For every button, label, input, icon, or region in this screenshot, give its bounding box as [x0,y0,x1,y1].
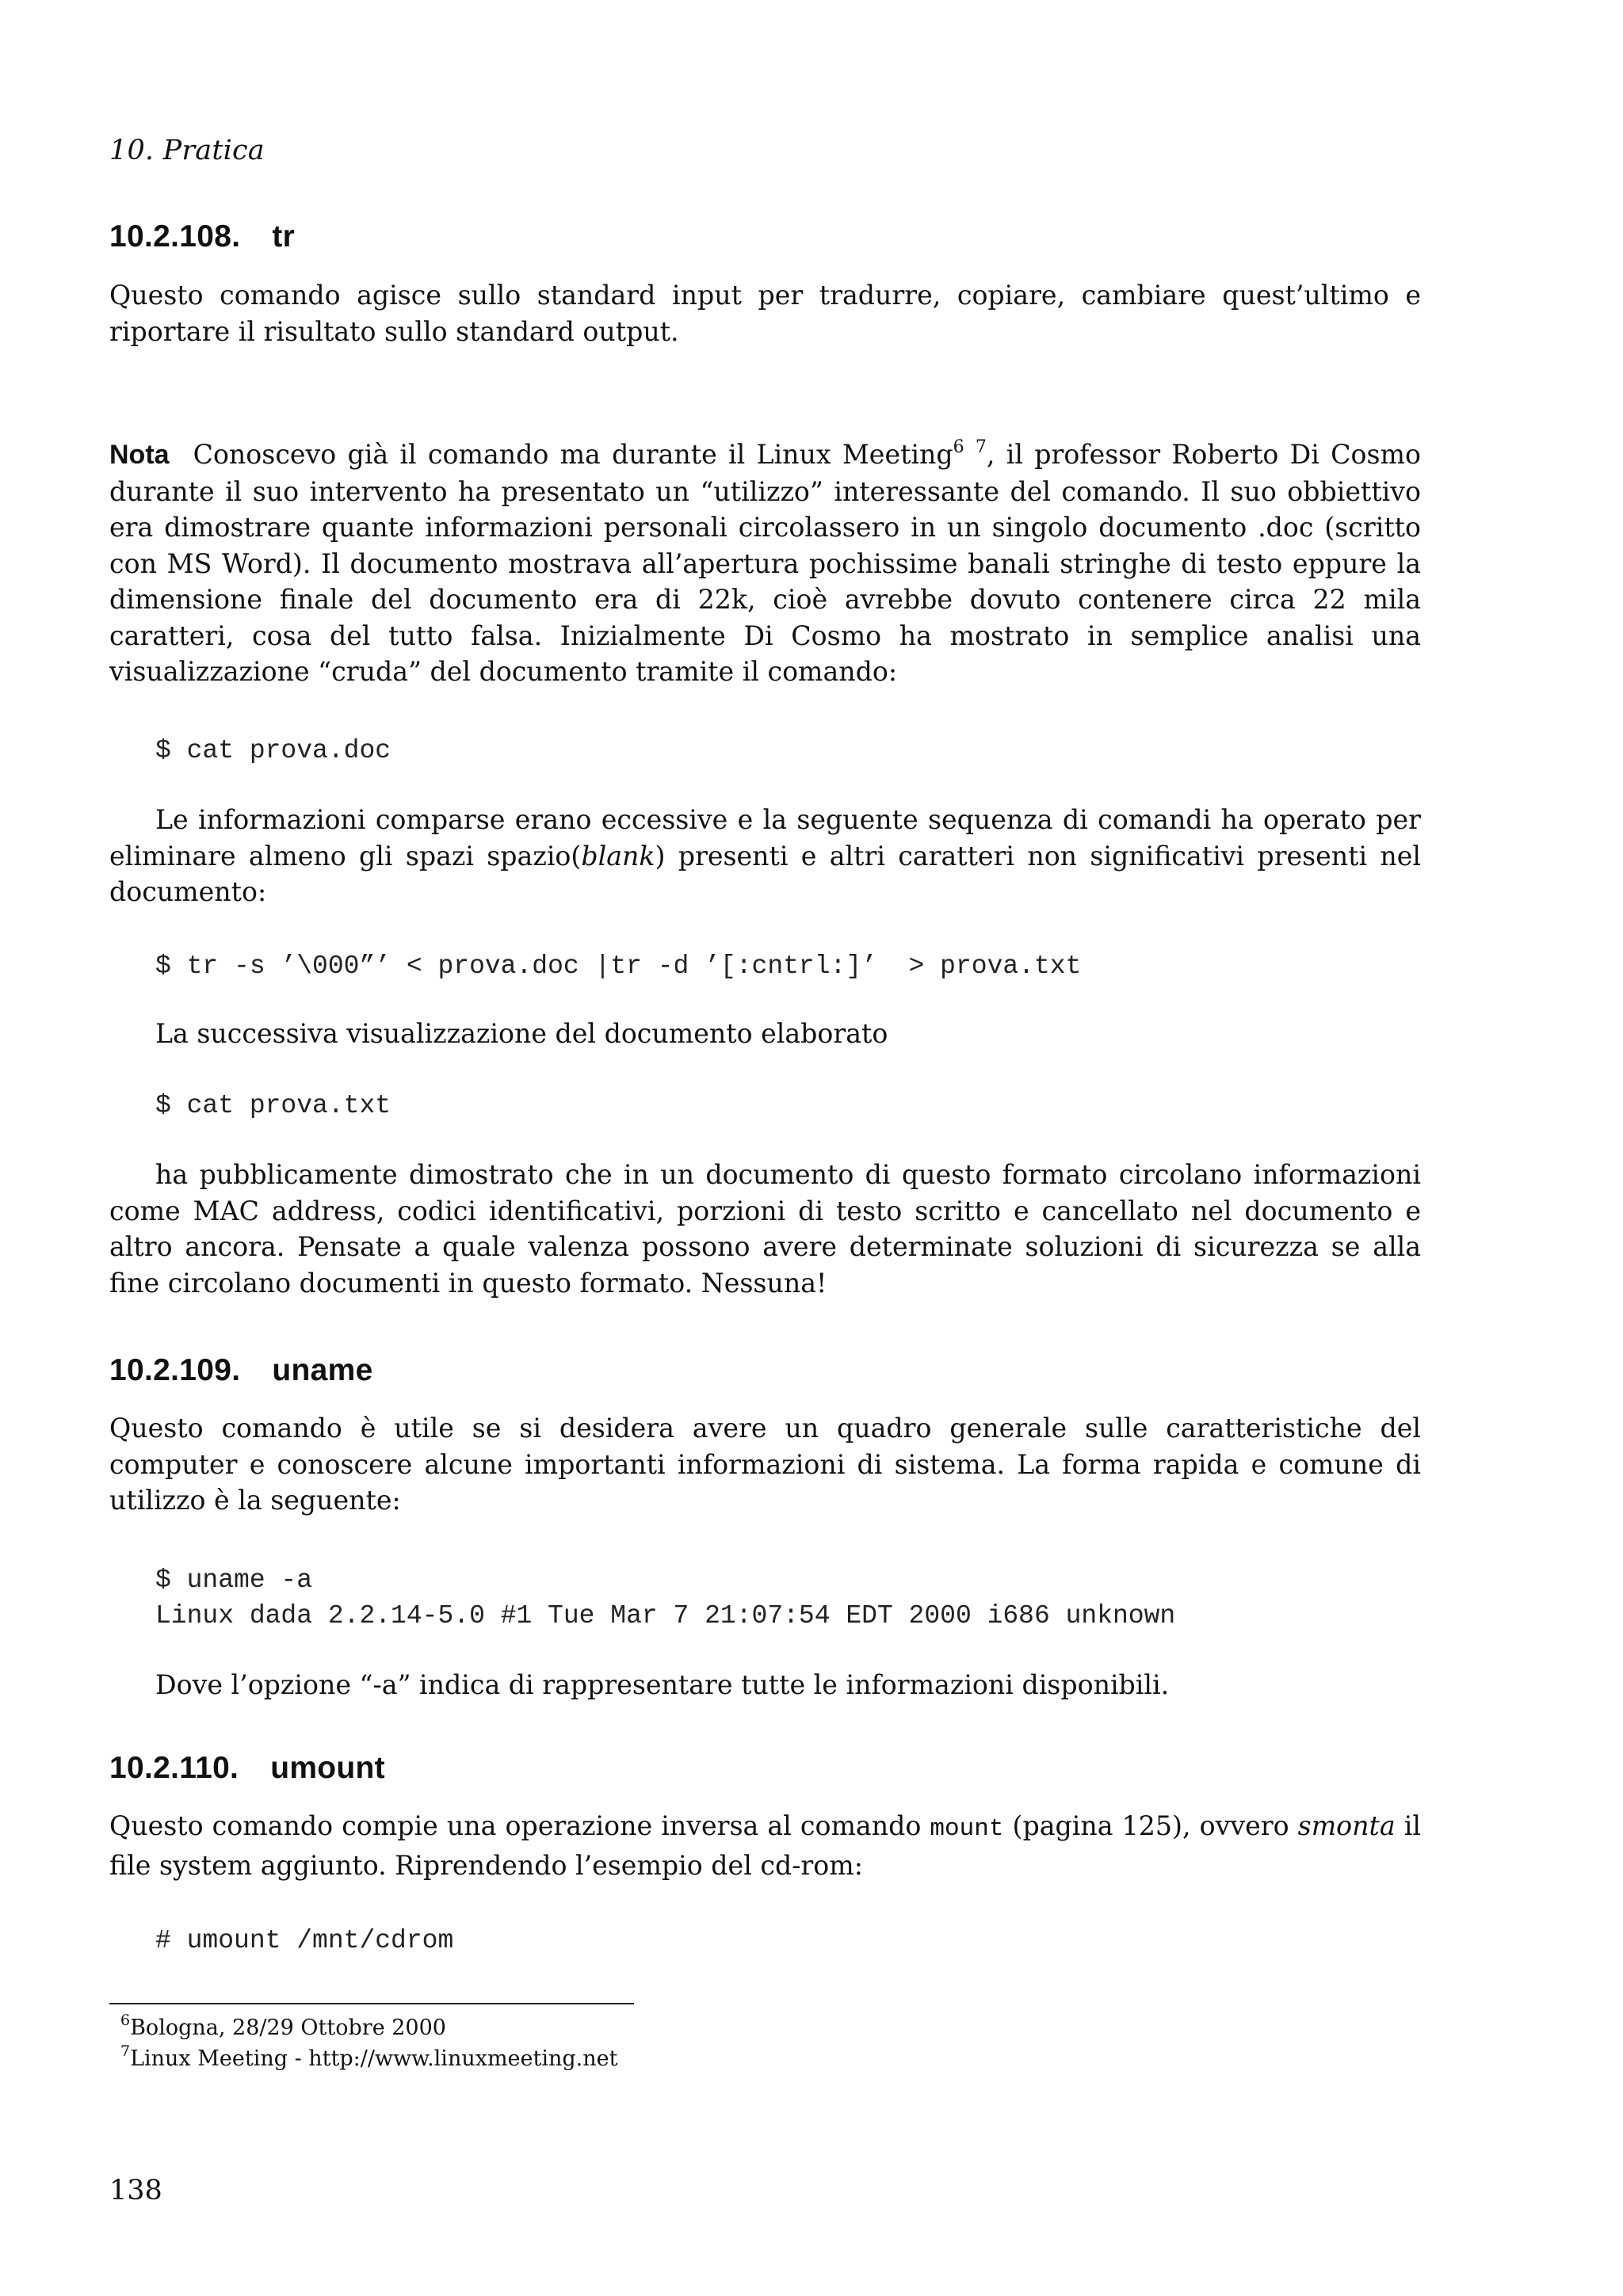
section-heading-umount [109,1753,1421,1783]
footnote-divider [109,2003,634,2004]
footnote-item [109,2012,1421,2043]
document-page [109,0,1421,2296]
section-title: umount [270,1751,385,1785]
section-title: tr [272,219,296,254]
section-intro: Questo comando agisce sullo standard input per tradurre, copiare, cambiare quest’ultimo e riportare il risultato sullo standard output. [109,280,1421,347]
emphasis: blank [581,840,655,871]
text-span: il file system aggiunto. Riprendendo l’esempio del cd-rom: [109,1810,1421,1881]
section-number: 10.2.108. [109,219,241,254]
section-title: uname [272,1353,373,1387]
code-line: # umount /mnt/cdrom [155,1926,454,1955]
page-number: 138 [109,2175,162,2206]
section-number: 10.2.110. [109,1751,239,1785]
footnote-text: Bologna, 28/29 Ottobre 2000 [130,2016,446,2040]
section-heading-tr [109,221,1421,252]
text-span: Questo comando compie una operazione inversa al comando [109,1810,930,1841]
note-paragraph [109,437,1421,690]
section-number: 10.2.109. [109,1353,241,1387]
body-paragraph: La successiva visualizzazione del documento elaborato [155,1018,888,1049]
running-header: 10. Pratica [109,135,265,166]
code-line: $ cat prova.doc [155,736,391,765]
note-text-start: Conoscevo già il comando ma durante il Linux Meeting [193,439,953,470]
body-paragraph: ha pubblicamente dimostrato che in un documento di questo formato circolano informazioni come MAC address, codici identificativi, porzioni di testo scritto e cancellato nel documento e altro ancora. Pensate a quale valenza possono avere determinate soluzioni di sicurezza se alla fine circolano documenti in questo formato. Nessuna! [109,1159,1421,1299]
note-label: Nota [109,440,170,470]
inline-code: mount [930,1815,1004,1843]
text-span: (pagina 125), ovvero [1003,1810,1298,1841]
text-span: Le informazioni comparse erano eccessive e la seguente sequenza di comandi ha operato per eliminare almeno gli spazi spazio( [109,804,1421,871]
section-intro: Questo comando è utile se si desidera avere un quadro generale sulle caratteristiche del computer e conoscere alcune importanti informazioni di sistema. La forma rapida e comune di utilizzo è la seguente: [109,1413,1421,1516]
footnote-ref[interactable]: 7 [975,437,987,457]
footnote-mark: 6 [120,2012,131,2029]
code-output: Linux dada 2.2.14-5.0 #1 Tue Mar 7 21:07:54 EDT 2000 i686 unknown [155,1601,1176,1630]
section-intro [109,1808,1421,1883]
footnote-ref[interactable]: 6 [953,437,964,457]
body-paragraph [109,802,1421,910]
footnotes [109,2012,1421,2074]
footnote-item [109,2043,1421,2074]
code-line: $ tr -s ’\000”’ < prova.doc |tr -d ’[:cntrl:]’ > prova.txt [155,952,1082,981]
text-span: ) presenti e altri caratteri non significativi presenti nel documento: [109,840,1421,907]
note-text-rest: , il professor Roberto Di Cosmo durante il suo intervento ha presentato un “utilizzo” interessante del comando. Il suo obbiettivo era dimostrare quante informazioni personali circolassero in un singolo documento .doc (scritto con MS Word). Il documento mostrava all’apertura pochissime banali stringhe di testo eppure la dimensione finale del documento era di 22k, cioè avrebbe dovuto contenere circa 22 mila caratteri, cosa del tutto falsa. Inizialmente Di Cosmo ha mostrato in semplice analisi una visualizzazione “cruda” del documento tramite il comando: [109,439,1421,687]
footnote-text: Linux Meeting - http://www.linuxmeeting.net [130,2046,618,2071]
footnote-mark: 7 [120,2042,131,2060]
section-heading-uname [109,1355,1421,1386]
code-line: $ uname -a [155,1566,313,1595]
body-paragraph: Dove l’opzione “-a” indica di rappresentare tutte le informazioni disponibili. [155,1669,1170,1700]
emphasis: smonta [1297,1810,1396,1841]
code-line: $ cat prova.txt [155,1091,391,1120]
